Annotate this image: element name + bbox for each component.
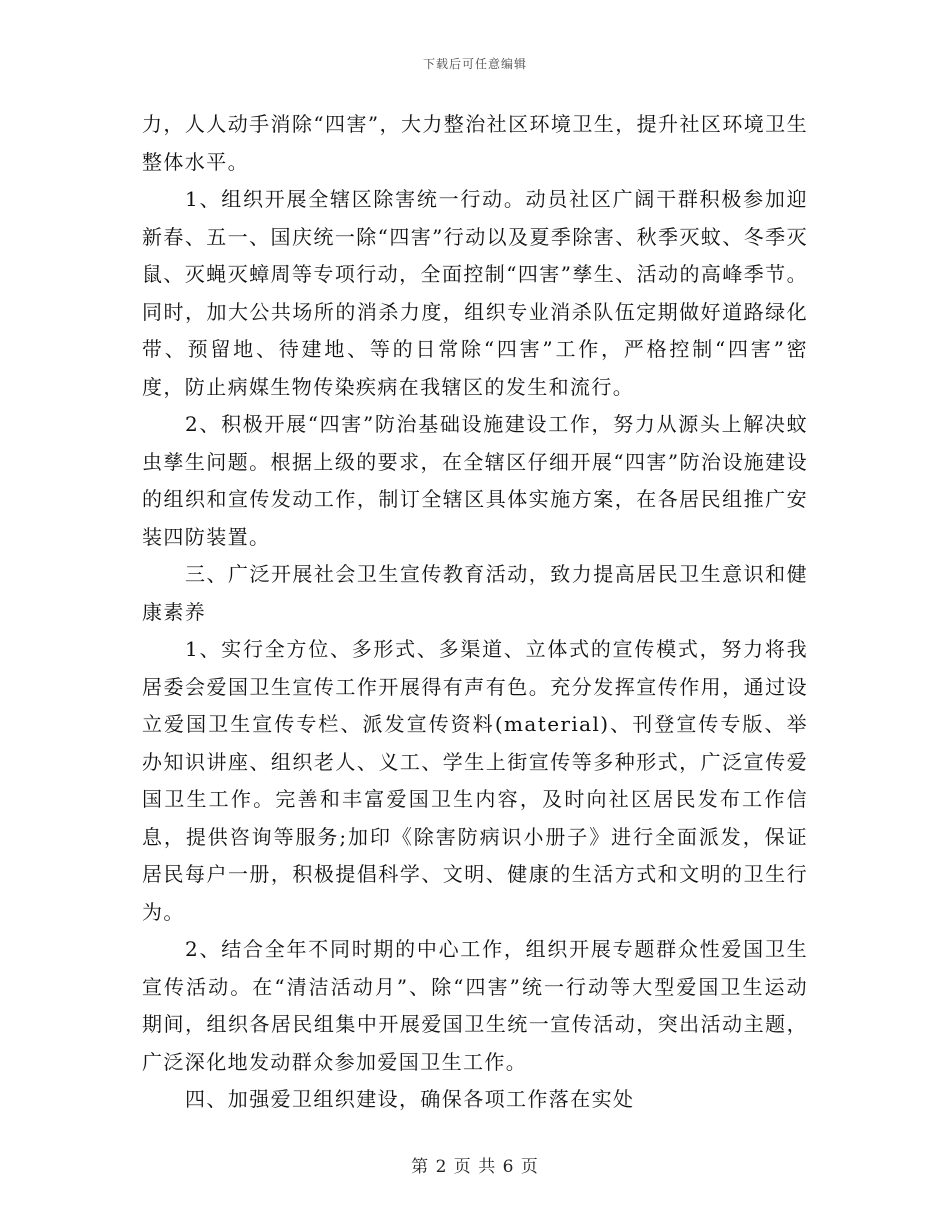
page-footer [0,1152,950,1177]
paragraph-item-2-campaign: 2、结合全年不同时期的中心工作，组织开展专题群众性爱国卫生宣传活动。在“清洁活动月”、除“四害”统一行动等大型爱国卫生运动期间，组织各居民组集中开展爱国卫生统一宣传活动，突出活动主题，广泛深化地发动群众参加爱国卫生工作。 [142,937,808,1074]
section-heading-4: 四、加强爱卫组织建设，确保各项工作落在实处 [185,1087,635,1111]
paragraph-item-1-publicity: 1、实行全方位、多形式、多渠道、立体式的宣传模式，努力将我居委会爱国卫生宣传工作开展得有声有色。充分发挥宣传作用，通过设立爱国卫生宣传专栏、派发宣传资料(material)、刊登宣传专版、举办知识讲座、组织老人、义工、学生上街宣传等多种形式，广泛宣传爱国卫生工作。完善和丰富爱国卫生内容，及时向社区居民发布工作信息，提供咨询等服务;加印《除害防病识小册子》进行全面派发，保证居民每户一册，积极提倡科学、文明、健康的生活方式和文明的卫生行为。 [142,637,808,924]
document-body [142,106,808,1119]
paragraph-item-1-pest-control: 1、组织开展全辖区除害统一行动。动员社区广阔干群积极参加迎新春、五一、国庆统一除“四害”行动以及夏季除害、秋季灭蚊、冬季灭鼠、灭蝇灭蟑周等专项行动，全面控制“四害”孳生、活动的高峰季节。同时，加大公共场所的消杀力度，组织专业消杀队伍定期做好道路绿化带、预留地、待建地、等的日常除“四害”工作，严格控制“四害”密度，防止病媒生物传染疾病在我辖区的发生和流行。 [142,187,808,399]
paragraph-continuation: 力，人人动手消除“四害”，大力整治社区环境卫生，提升社区环境卫生整体水平。 [142,112,808,174]
page-number-label: 第 2 页 共 6 页 [411,1157,539,1177]
paragraph-item-2-infrastructure: 2、积极开展“四害”防治基础设施建设工作，努力从源头上解决蚊虫孳生问题。根据上级的要求，在全辖区仔细开展“四害”防治设施建设的组织和宣传发动工作，制订全辖区具体实施方案，在各居民组推广安装四防装置。 [142,412,808,549]
section-heading-3: 三、广泛开展社会卫生宣传教育活动，致力提高居民卫生意识和健康素养 [142,562,808,624]
page-header-note: 下载后可任意编辑 [422,57,527,71]
